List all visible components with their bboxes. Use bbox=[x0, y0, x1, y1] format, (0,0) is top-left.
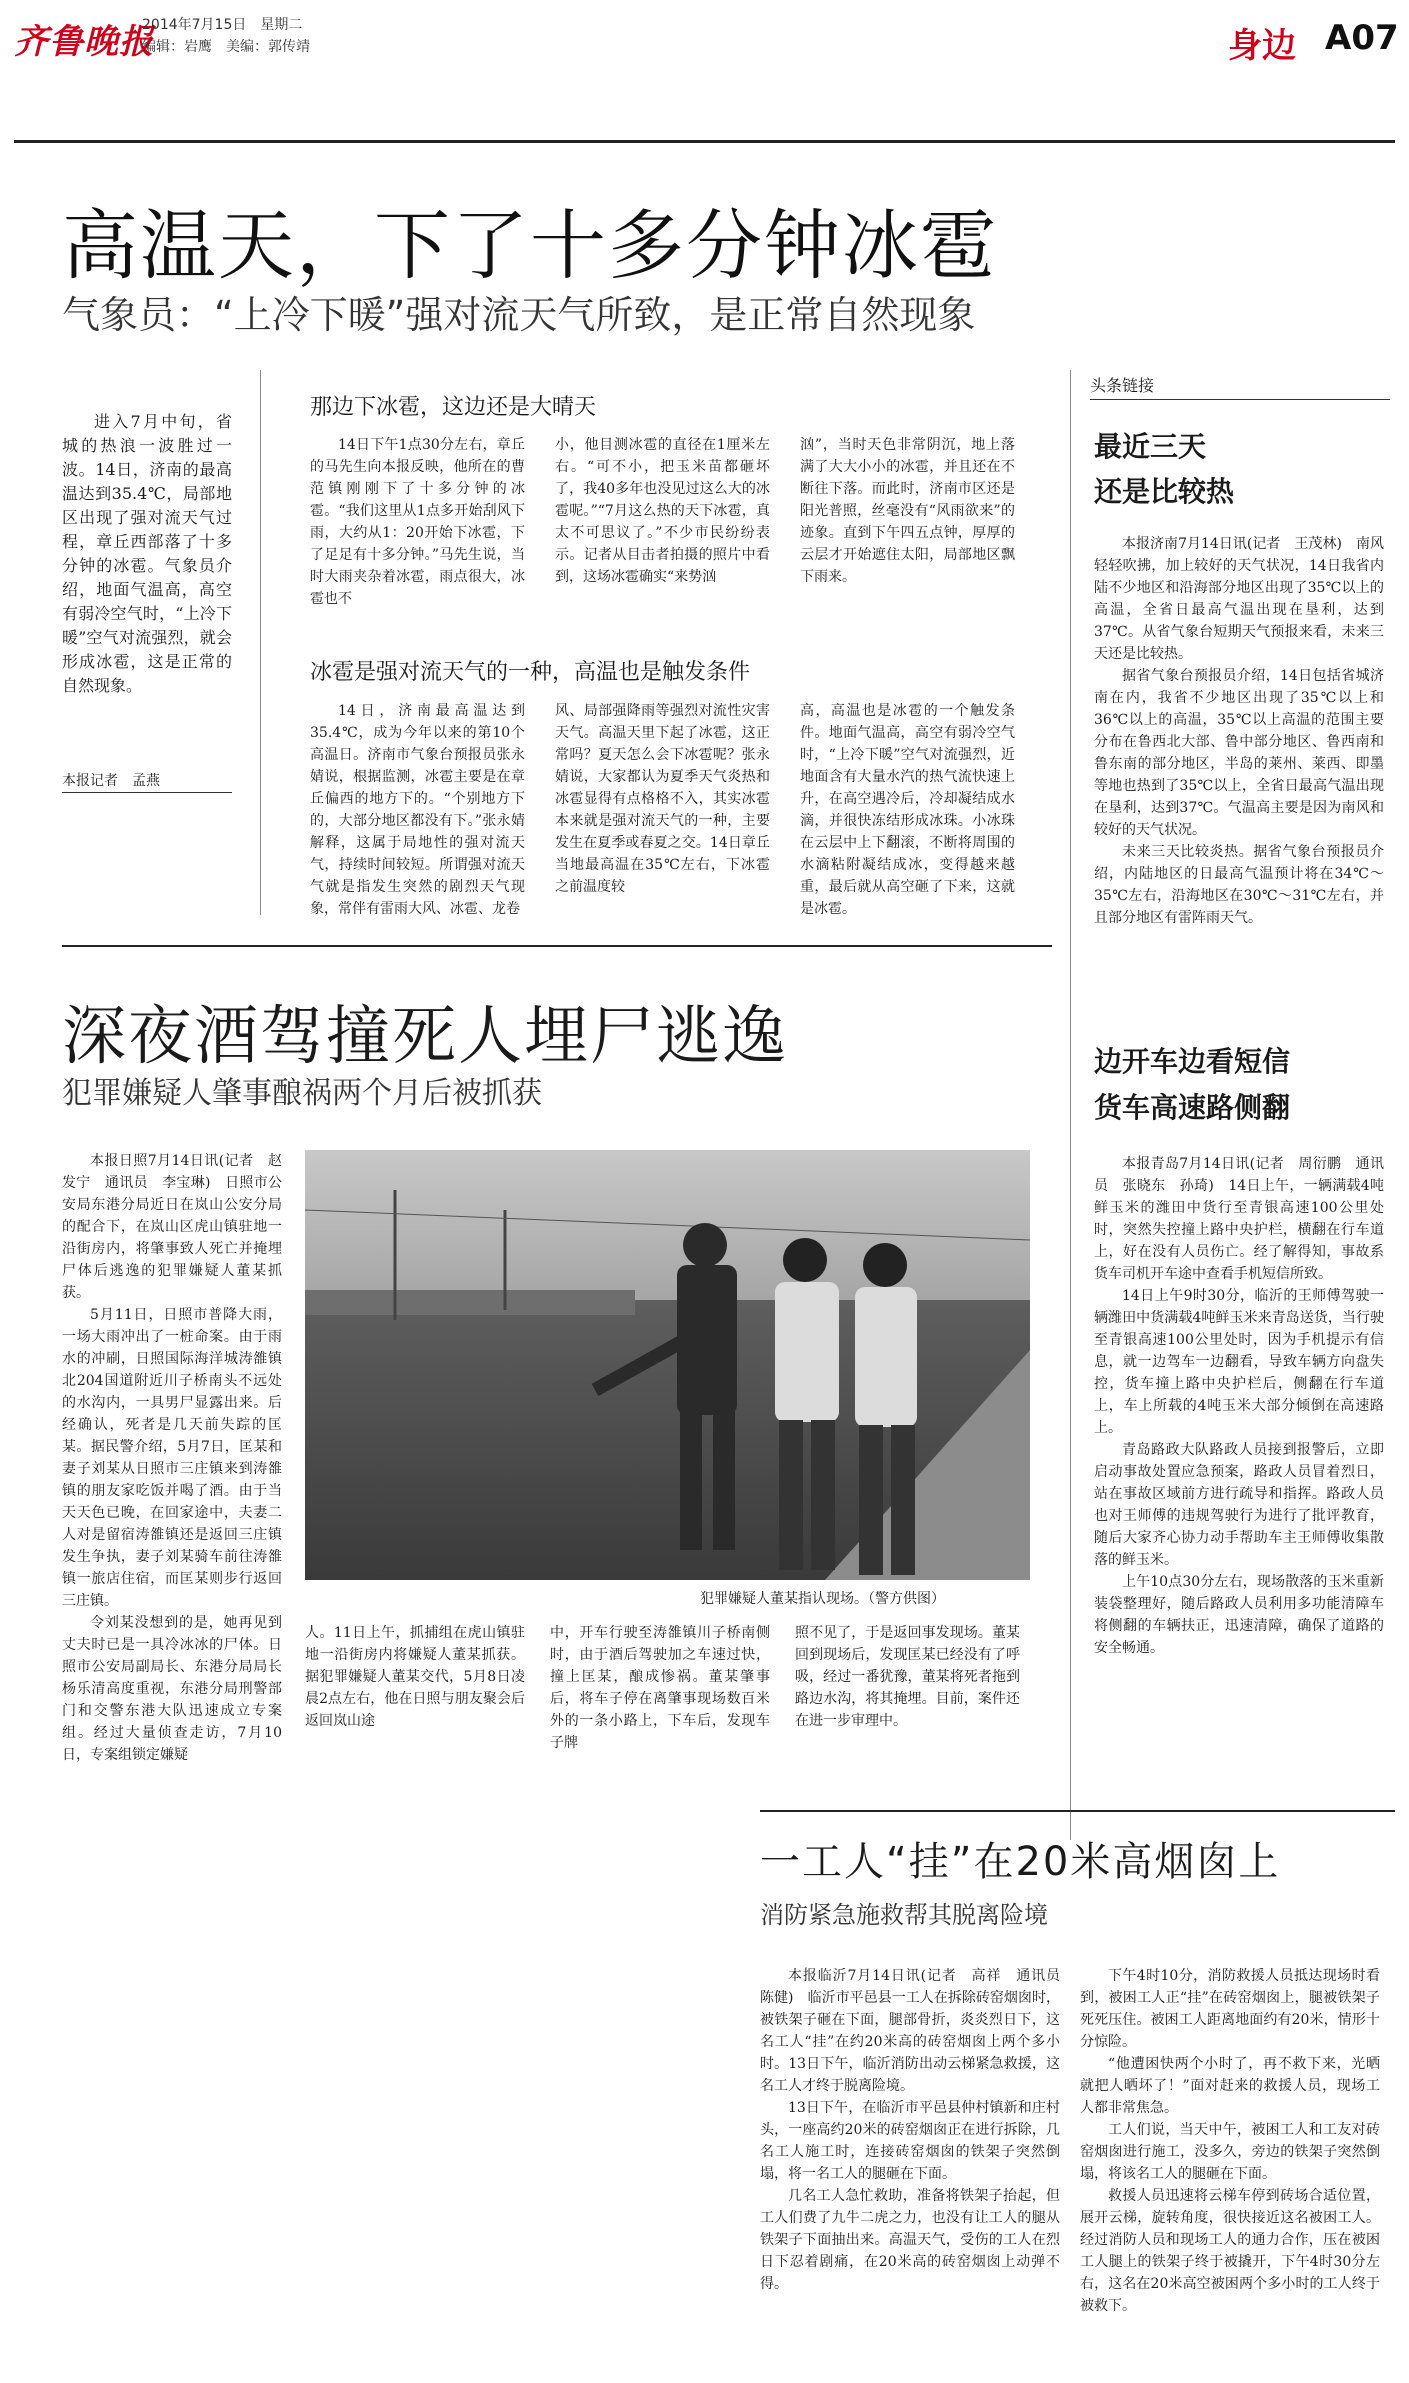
story3-paragraph: “他遭困快两个小时了，再不救下来，光晒就把人晒坏了！”面对赶来的救援人员，现场工人都非常焦急。 bbox=[1080, 2056, 1380, 2116]
story2-headline: 深夜酒驾撞死人埋尸逃逸 bbox=[62, 1000, 788, 1074]
sidebar2-title-line2: 货车高速路侧翻 bbox=[1094, 1091, 1291, 1124]
story3-paragraph: 本报临沂7月14日讯(记者 高祥 通讯员 陈健) 临沂市平邑县一工人在拆除砖窑烟囱时，被铁架子砸在下面，腿部骨折，炎炎烈日下，这名工人“挂”在约20米高的砖窑烟囱上两个多小时。13日下午，临沂消防出动云梯紧急救援，这名工人才终于脱离险境。 bbox=[760, 1968, 1074, 2094]
sidebar1-title-line1: 最近三天 bbox=[1094, 430, 1207, 463]
story3-top-rule bbox=[760, 1810, 1395, 1812]
story2-photo-caption: 犯罪嫌疑人董某指认现场。（警方供图） bbox=[700, 1591, 945, 1607]
story1-subheadline: 气象员：“上冷下暖”强对流天气所致，是正常自然现象 bbox=[62, 293, 976, 337]
sidebar-divider bbox=[1070, 370, 1071, 1840]
section2-col-2: 风、局部强降雨等强烈对流性灾害天气。高温天里下起了冰雹，这正常吗？夏天怎么会下冰雹呢？张永婧说，大家都认为夏季天气炎热和冰雹显得有点格格不入，其实冰雹本来就是强对流天气的一种，主要发生在夏季或春夏之交。14日章丘当地最高温在35℃左右，下冰雹之前温度较 bbox=[555, 703, 770, 895]
story2-bottom-col-1: 人。11日上午，抓捕组在虎山镇驻地一沿街房内将嫌疑人董某抓获。据犯罪嫌疑人董某交代，5月8日凌晨2点左右，他在日照与朋友聚会后返回岚山途 bbox=[305, 1625, 525, 1729]
story2-left-column bbox=[62, 1150, 282, 1766]
story2-bottom-col-2: 中，开车行驶至涛雒镇川子桥南侧时，由于酒后驾驶加之车速过快，撞上匡某，酿成惨祸。董某肇事后，将车子停在离肇事现场数百米外的一条小路上，下车后，发现车子牌 bbox=[550, 1625, 770, 1751]
sidebar1-paragraph: 未来三天比较炎热。据省气象台预报员介绍，内陆地区的日最高气温预计将在34℃～35℃左右，沿海地区在30℃～31℃左右，并且部分地区有雷阵雨天气。 bbox=[1094, 844, 1384, 926]
story3-subheadline: 消防紧急施救帮其脱离险境 bbox=[760, 1901, 1048, 1929]
story3-paragraph: 救援人员迅速将云梯车停到砖场合适位置，展开云梯，旋转角度，很快接近这名被困工人。经过消防人员和现场工人的通力合作，压在被困工人腿上的铁架子终于被撬开，下午4时30分左右，这名在20米高空被困两个多小时的工人终于被救下。 bbox=[1080, 2188, 1380, 2314]
story2-paragraph: 令刘某没想到的是，她再见到丈夫时已是一具冷冰冰的尸体。日照市公安局副局长、东港分局局长杨乐清高度重视，东港分局刑警部门和交警东港大队迅速成立专案组。经过大量侦查走访，7月10日，专案组锁定嫌疑 bbox=[62, 1615, 282, 1763]
section1-col-1: 14日下午1点30分左右，章丘的马先生向本报反映，他所在的曹范镇刚刚下了十多分钟的冰雹。“我们这里从1点多开始刮风下雨，大约从1：20开始下冰雹，下了足足有十多分钟。”马先生说，当时大雨夹杂着冰雹，雨点很大，冰雹也不 bbox=[310, 437, 525, 607]
story3-paragraph: 工人们说，当天中午，被困工人和工友对砖窑烟囱进行施工，没多久，旁边的铁架子突然倒塌，将该名工人的腿砸在下面。 bbox=[1080, 2122, 1380, 2182]
story1-headline: 高温天，下了十多分钟冰雹 bbox=[62, 201, 998, 290]
story3-paragraph: 几名工人急忙救助，准备将铁架子抬起，但工人们费了九牛二虎之力，也没有让工人的腿从铁架子下面抽出来。高温天气，受伤的工人在烈日下忍着剧痛，在20米高的砖窑烟囱上动弹不得。 bbox=[760, 2188, 1060, 2292]
story2-bottom-col-3: 照不见了，于是返回事发现场。董某回到现场后，发现匡某已经没有了呼吸，经过一番犹豫，董某将死者拖到路边水沟，将其掩埋。目前，案件还在进一步审理中。 bbox=[795, 1625, 1020, 1729]
sidebar2-paragraph: 上午10点30分左右，现场散落的玉米重新装袋整理好，随后路政人员利用多功能清障车将侧翻的车辆扶正，迅速清障，确保了道路的安全畅通。 bbox=[1094, 1574, 1384, 1656]
editor-line: 编辑：岩鹰 美编：郭传靖 bbox=[142, 39, 310, 55]
section2-col-1: 14日，济南最高温达到35.4℃，成为今年以来的第10个高温日。济南市气象台预报员张永婧说，根据监测，冰雹主要是在章丘偏西的地方下的。“个别地方下的，大部分地区都没有下。”张永婧解释，这属于局地性的强对流天气，持续时间较短。所谓强对流天气就是指发生突然的剧烈天气现象，常伴有雷雨大风、冰雹、龙卷 bbox=[310, 703, 525, 917]
section2-col-3: 高，高温也是冰雹的一个触发条件。地面气温高，高空有弱冷空气时，“上冷下暖”空气对流强烈，近地面含有大量水汽的热气流快速上升，在高空遇冷后，冷却凝结成水滴，并很快冻结形成冰珠。小冰珠在云层中上下翻滚，不断将周围的水滴粘附凝结成冰，变得越来越重，最后就从高空砸了下来，这就是冰雹。 bbox=[800, 703, 1015, 917]
page-number: A07 bbox=[1325, 18, 1399, 58]
story2-paragraph: 本报日照7月14日讯(记者 赵发宁 通讯员 李宝琳) 日照市公安局东港分局近日在岚山公安分局的配合下，在岚山区虎山镇驻地一沿街房内，将肇事致人死亡并掩埋尸体后逃逸的犯罪嫌疑人董某抓获。 bbox=[62, 1153, 282, 1301]
story1-lead: 进入7月中旬，省城的热浪一波胜过一波。14日，济南的最高温达到35.4℃，局部地区出现了强对流天气过程，章丘西部落了十多分钟的冰雹。气象员介绍，地面气温高，高空有弱冷空气时，“上冷下暖”空气对流强烈，就会形成冰雹，这是正常的自然现象。 bbox=[62, 412, 232, 695]
section2-title: 冰雹是强对流天气的一种，高温也是触发条件 bbox=[310, 660, 751, 685]
sidebar2-paragraph: 青岛路政大队路政人员接到报警后，立即启动事故处置应急预案，路政人员冒着烈日，站在事故区域前方进行疏导和指挥。路政人员也对王师傅的违规驾驶行为进行了批评教育，随后大家齐心协力动手帮助车主王师傅收集散落的鲜玉米。 bbox=[1094, 1442, 1384, 1568]
story3-col-2 bbox=[1080, 1965, 1380, 2317]
lead-divider bbox=[260, 370, 261, 915]
story2-subheadline: 犯罪嫌疑人肇事酿祸两个月后被抓获 bbox=[62, 1076, 542, 1111]
story3-paragraph: 13日下午，在临沂市平邑县仲村镇新和庄村头，一座高约20米的砖窑烟囱正在进行拆除，几名工人施工时，连接砖窑烟囱的铁架子突然倒塌，将一名工人的腿砸在下面。 bbox=[760, 2100, 1060, 2182]
section1-title: 那边下冰雹，这边还是大晴天 bbox=[310, 395, 597, 420]
story1-byline: 本报记者 孟燕 bbox=[62, 770, 232, 793]
section-name: 身边 bbox=[1228, 26, 1296, 66]
sidebar1-paragraph: 本报济南7月14日讯(记者 王茂林) 南风轻轻吹拂，加上较好的天气状况，14日我省内陆不少地区和沿海部分地区出现了35℃以上的高温，全省日最高气温出现在垦利，达到37℃。从省气象台短期天气预报来看，未来三天还是比较热。 bbox=[1094, 536, 1384, 662]
sidebar1-label: 头条链接 bbox=[1090, 373, 1390, 400]
story3-headline: 一工人“挂”在20米高烟囱上 bbox=[760, 1839, 1281, 1885]
section1-col-3: 汹”，当时天色非常阴沉，地上落满了大大小小的冰雹，并且还在不断往下落。而此时，济南市区还是阳光普照，丝毫没有“风雨欲来”的迹象。直到下午四五点钟，厚厚的云层才开始遮住太阳，局部地区飘下雨来。 bbox=[800, 437, 1015, 585]
story3-paragraph: 下午4时10分，消防救援人员抵达现场时看到，被困工人正“挂”在砖窑烟囱上，腿被铁架子死死压住。被困工人距离地面约有20米，情形十分惊险。 bbox=[1080, 1968, 1380, 2050]
masthead-rule bbox=[14, 140, 1395, 143]
story2-top-rule bbox=[62, 945, 1052, 947]
sidebar1-body bbox=[1094, 533, 1384, 929]
sidebar2-paragraph: 14日上午9时30分，临沂的王师傅驾驶一辆潍田中货满载4吨鲜玉米来青岛送货，当行驶至青银高速100公里处时，因为手机提示有信息，就一边驾车一边翻看，导致车辆方向盘失控，货车撞上路中央护栏后，侧翻在行车道上，车上所载的4吨玉米大部分倾倒在高速路上。 bbox=[1094, 1288, 1384, 1436]
sidebar1-paragraph: 据省气象台预报员介绍，14日包括省城济南在内，我省不少地区出现了35℃以上和36℃以上的高温，35℃以上高温的范围主要分布在鲁西北大部、鲁中部分地区、鲁西南和鲁东南的部分地区，半岛的莱州、莱西、即墨等地也热到了35℃以上，全省日最高气温出现在垦利，达到37℃。气温高主要是因为南风和较好的天气状况。 bbox=[1094, 668, 1384, 838]
sidebar2-body bbox=[1094, 1153, 1384, 1659]
sidebar2-title-line1: 边开车边看短信 bbox=[1094, 1045, 1291, 1078]
sidebar2-paragraph: 本报青岛7月14日讯(记者 周衍鹏 通讯员 张晓东 孙琦) 14日上午，一辆满载4吨鲜玉米的潍田中货行至青银高速100公里处时，突然失控撞上路中央护栏，横翻在行车道上，好在没有人员伤亡。经了解得知，事故系货车司机开车途中查看手机短信所致。 bbox=[1094, 1156, 1384, 1282]
story2-paragraph: 5月11日，日照市普降大雨，一场大雨冲出了一桩命案。由于雨水的冲刷，日照国际海洋城涛雒镇北204国道附近川子桥南头不远处的水沟内，一具男尸显露出来。后经确认，死者是几天前失踪的匡某。据民警介绍，5月7日，匡某和妻子刘某从日照市三庄镇来到涛雒镇的朋友家吃饭并喝了酒。由于当天天色已晚，在回家途中，夫妻二人对是留宿涛雒镇还是返回三庄镇发生争执，妻子刘某骑车前往涛雒镇一旅店住宿，而匡某则步行返回三庄镇。 bbox=[62, 1307, 282, 1609]
story2-photo bbox=[305, 1150, 1030, 1580]
date-line: 2014年7月15日 星期二 bbox=[142, 17, 303, 33]
section1-col-2: 小，他目测冰雹的直径在1厘米左右。“可不小，把玉米苗都砸坏了，我40多年也没见过这么大的冰雹呢。”“7月这么热的天下冰雹，真太不可思议了。”不少市民纷纷表示。记者从目击者拍摄的照片中看到，这场冰雹确实“来势汹 bbox=[555, 437, 770, 585]
sidebar1-title-line2: 还是比较热 bbox=[1094, 475, 1235, 508]
masthead bbox=[0, 0, 1409, 70]
police-scene-photo bbox=[305, 1150, 1030, 1580]
newspaper-logo: 齐鲁晚报 bbox=[14, 22, 154, 62]
story3-col-1 bbox=[760, 1965, 1074, 2295]
